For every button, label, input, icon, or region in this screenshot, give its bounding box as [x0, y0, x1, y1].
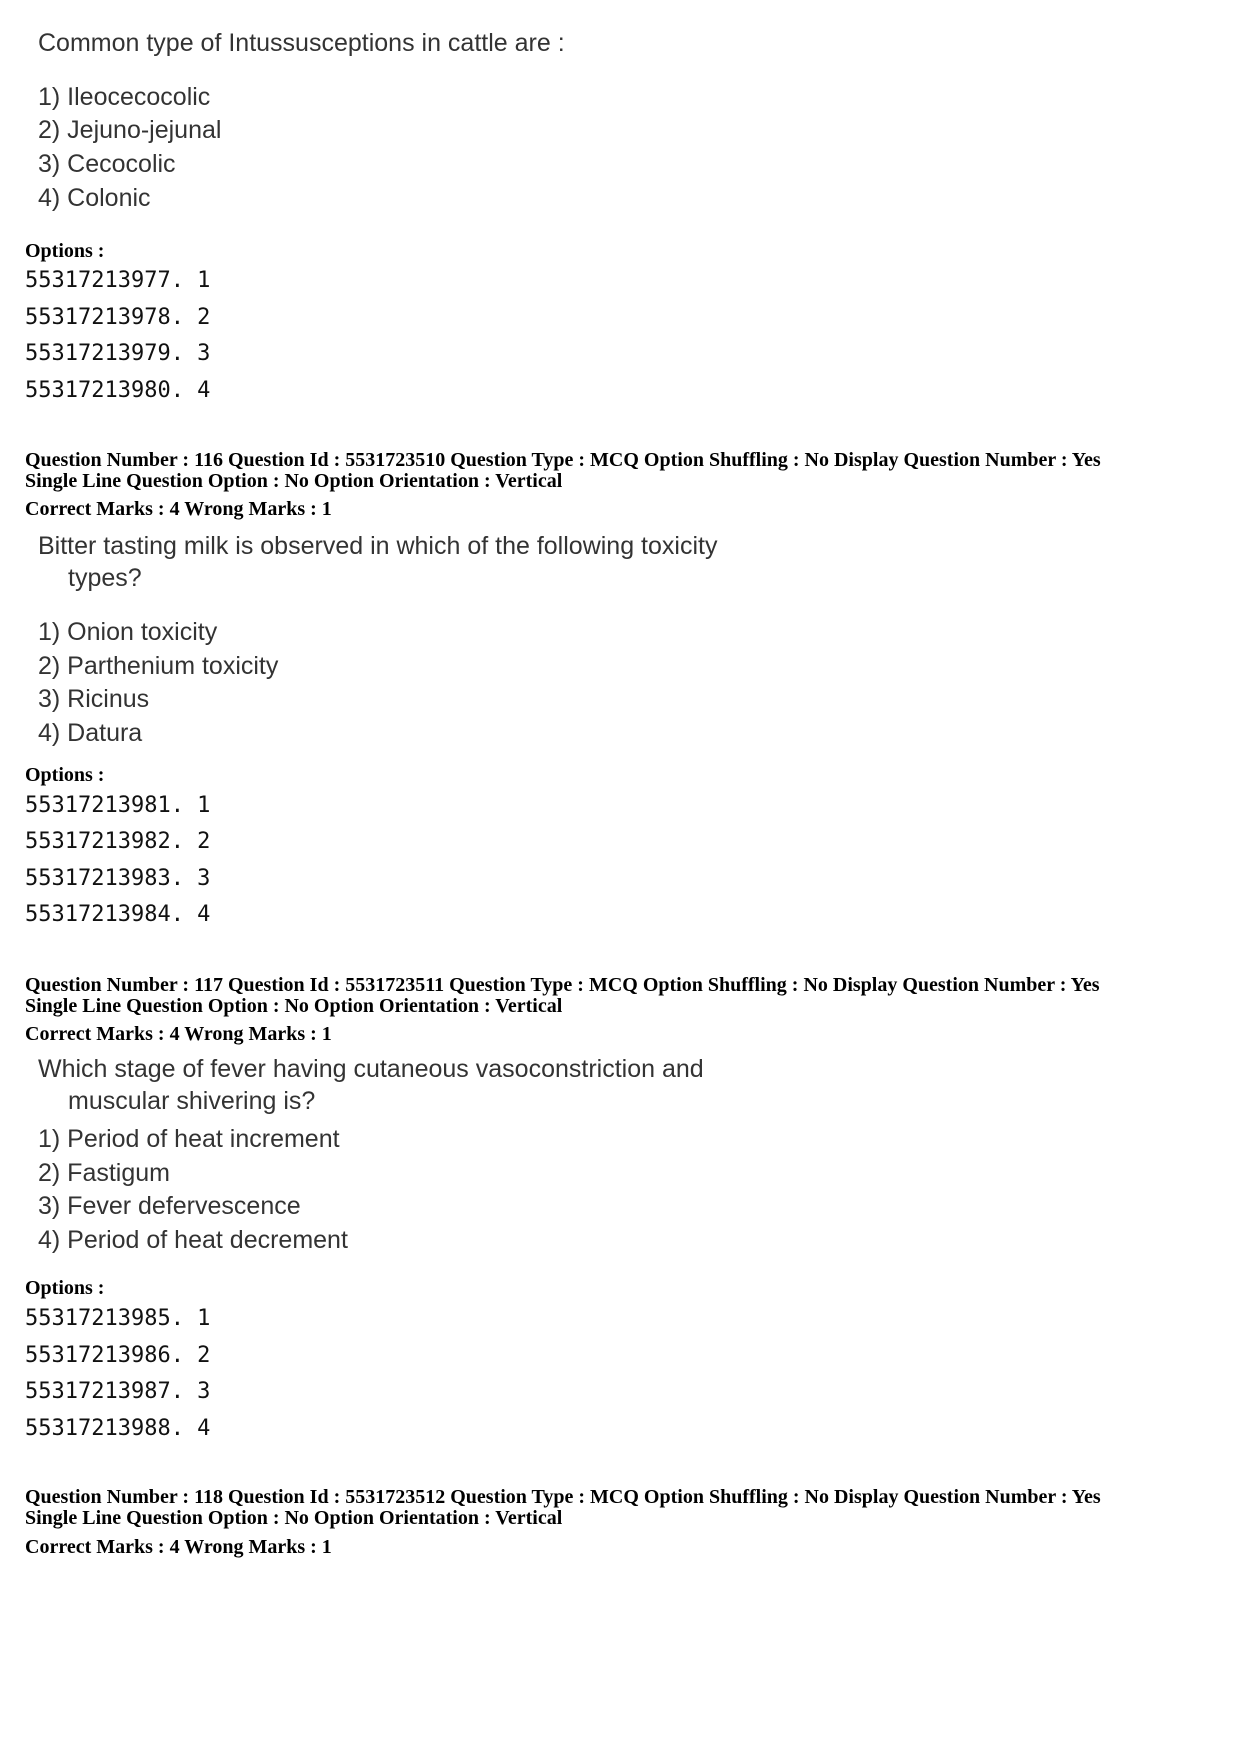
question-116-stem-line1: Bitter tasting milk is observed in which of the following toxicity	[38, 532, 718, 560]
question-117-meta-line1: Question Number : 117 Question Id : 5531723511 Question Type : MCQ Option Shuffling : No Display Question Number : Yes	[25, 974, 1100, 996]
option-row: 55317213986. 2	[25, 1343, 211, 1368]
question-116-stem-line2: types?	[68, 564, 142, 592]
question-115-stem: Common type of Intussusceptions in cattle are :	[38, 29, 565, 57]
question-116-choice-2: 2) Parthenium toxicity	[38, 652, 279, 680]
option-row: 55317213984. 4	[25, 902, 211, 927]
option-row: 55317213985. 1	[25, 1306, 211, 1331]
question-117-choice-3: 3) Fever defervescence	[38, 1192, 301, 1220]
question-118-meta-line1: Question Number : 118 Question Id : 5531723512 Question Type : MCQ Option Shuffling : No Display Question Number : Yes	[25, 1486, 1101, 1508]
question-118-meta-line2: Single Line Question Option : No Option Orientation : Vertical	[25, 1507, 563, 1529]
question-116-meta-line2: Single Line Question Option : No Option Orientation : Vertical	[25, 470, 563, 492]
option-row: 55317213982. 2	[25, 829, 211, 854]
question-117-choice-1: 1) Period of heat increment	[38, 1125, 340, 1153]
question-116-meta-line1: Question Number : 116 Question Id : 5531723510 Question Type : MCQ Option Shuffling : No Display Question Number : Yes	[25, 449, 1101, 471]
question-117-choice-2: 2) Fastigum	[38, 1159, 170, 1187]
question-116-choice-4: 4) Datura	[38, 719, 143, 747]
question-117-meta-line2: Single Line Question Option : No Option Orientation : Vertical	[25, 995, 563, 1017]
option-row: 55317213979. 3	[25, 341, 211, 366]
option-row: 55317213977. 1	[25, 268, 211, 293]
question-117-marks: Correct Marks : 4 Wrong Marks : 1	[25, 1023, 332, 1045]
question-117-choice-4: 4) Period of heat decrement	[38, 1226, 348, 1254]
question-116-choice-3: 3) Ricinus	[38, 685, 150, 713]
option-row: 55317213983. 3	[25, 866, 211, 891]
option-row: 55317213988. 4	[25, 1416, 211, 1441]
question-116-marks: Correct Marks : 4 Wrong Marks : 1	[25, 498, 332, 520]
question-115-choice-3: 3) Cecocolic	[38, 150, 176, 178]
option-row: 55317213978. 2	[25, 305, 211, 330]
question-118-marks: Correct Marks : 4 Wrong Marks : 1	[25, 1536, 332, 1558]
options-heading: Options :	[25, 240, 105, 262]
question-115-choice-1: 1) Ileocecocolic	[38, 83, 211, 111]
question-116-choice-1: 1) Onion toxicity	[38, 618, 218, 646]
option-row: 55317213980. 4	[25, 378, 211, 403]
question-117-stem-line2: muscular shivering is?	[68, 1087, 316, 1115]
option-row: 55317213981. 1	[25, 793, 211, 818]
question-117-stem-line1: Which stage of fever having cutaneous vasoconstriction and	[38, 1055, 704, 1083]
options-heading: Options :	[25, 1277, 105, 1299]
options-heading: Options :	[25, 764, 105, 786]
question-115-choice-2: 2) Jejuno-jejunal	[38, 116, 222, 144]
question-115-choice-4: 4) Colonic	[38, 184, 151, 212]
option-row: 55317213987. 3	[25, 1379, 211, 1404]
